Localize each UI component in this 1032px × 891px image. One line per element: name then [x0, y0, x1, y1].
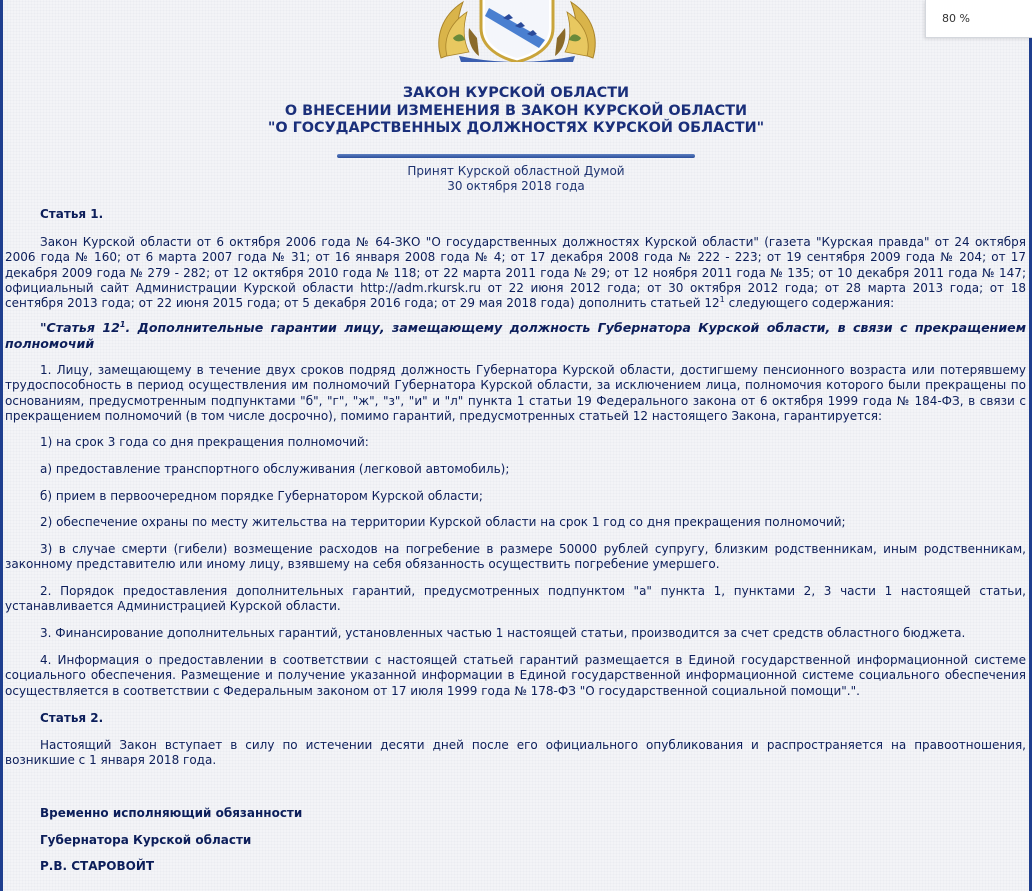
superscript: 1: [119, 319, 126, 329]
paragraph-1-3: [5, 542, 1026, 573]
article-2-text: [5, 738, 1026, 769]
paragraph-2: [5, 584, 1026, 615]
paragraph-1-b-text: б) прием в первоочередном порядке Губернатором Курской области;: [40, 489, 483, 503]
paragraph-4-text: 4. Информация о предоставлении в соответствии с настоящей статьей гарантий размещается в Единой государственной информационной системе социального обеспечения. Размещение и получение указанной информации в Единой государственной информационной системе социального обеспечения осуществляется в соответствии с Федеральным законом от 17 июля 1999 года № 178-ФЗ "О государственной социальной помощи".".: [5, 653, 1026, 698]
paragraph-1-3-text: 3) в случае смерти (гибели) возмещение расходов на погребение в размере 50000 рублей супругу, близким родственникам, иным родственникам, законному представителю или иному лицу, взявшему на себя обязанность осуществить погребение умершего.: [5, 542, 1026, 572]
paragraph-1-b: [5, 489, 1026, 504]
title-line-3: "О ГОСУДАРСТВЕННЫХ ДОЛЖНОСТЯХ КУРСКОЙ ОБЛАСТИ": [267, 120, 765, 136]
article-1-heading: Статья 1.: [40, 207, 104, 221]
article-1-intro: [5, 235, 1026, 311]
adopted-date: 30 октября 2018 года: [447, 179, 585, 193]
adoption-info: [0, 164, 1032, 194]
paragraph-4: [5, 653, 1026, 699]
title-line-2: О ВНЕСЕНИИ ИЗМЕНЕНИЯ В ЗАКОН КУРСКОЙ ОБЛАСТИ: [284, 102, 748, 119]
signature-name: Р.В. СТАРОВОЙТ: [40, 859, 155, 873]
zoom-indicator[interactable]: [925, 0, 1032, 38]
article-12-1-heading-start: "Статья 12: [40, 320, 120, 335]
title-divider: [337, 154, 695, 158]
paragraph-3: [5, 626, 1026, 641]
paragraph-1: [5, 363, 1026, 424]
article-2-heading: Статья 2.: [40, 711, 104, 725]
paragraph-1-1-text: 1) на срок 3 года со дня прекращения полномочий:: [40, 435, 369, 449]
article-1-intro-text: Закон Курской области от 6 октября 2006 года № 64-ЗКО "О государственных должностях Курской области" (газета "Курская правда" от 24 октября 2006 года № 160; от 6 марта 2007 года № 31; от 16 января 2008 года № 4; от 17 декабря 2008 года № 222 - 223; от 19 сентября 2009 года № 204; от 17 декабря 2009 года № 279 - 282; от 12 октября 2010 года № 118; от 22 марта 2011 года № 29; от 12 ноября 2011 года № 135; от 10 декабря 2011 года № 147; официальный сайт Администрации Курской области http://adm.rkursk.ru от 22 июня 2012 года; от 30 октября 2012 года; от 28 марта 2013 года; от 18 сентября 2013 года; от 22 июня 2015 года; от 5 декабря 2016 года; от 29 мая 2018 года) дополнить статьей 12: [5, 235, 1026, 311]
article-12-1-heading-rest: . Дополнительные гарантии лицу, замещающему должность Губернатора Курской области, в связи с прекращением полномочий: [5, 320, 1026, 351]
adopted-by: Принят Курской областной Думой: [407, 164, 625, 178]
signature-position-1: Временно исполняющий обязанности: [40, 806, 303, 820]
paragraph-3-text: 3. Финансирование дополнительных гарантий, установленных частью 1 настоящей статьи, производится за счет средств областного бюджета.: [40, 626, 966, 640]
paragraph-1-text: 1. Лицу, замещающему в течение двух сроков подряд должность Губернатора Курской области, достигшему пенсионного возраста или потерявшему трудоспособность в период осуществления им полномочий Губернатора Курской области, за исключением лица, полномочия которого были прекращены по основаниям, предусмотренным подпунктами "б", "г", "ж", "з", "и" и "л" пункта 1 статьи 19 Федерального закона от 6 октября 1999 года № 184-ФЗ, в связи с прекращением полномочий (в том числе досрочно), помимо гарантий, предусмотренных статьей 12 настоящего Закона, гарантируется:: [5, 363, 1026, 423]
paragraph-1-2: [5, 515, 1026, 530]
paragraph-1-a-text: а) предоставление транспортного обслуживания (легковой автомобиль);: [40, 462, 510, 476]
zoom-level-text: 80 %: [942, 12, 970, 25]
article-12-1-heading: [5, 320, 1026, 351]
paragraph-1-1: [5, 435, 1026, 450]
signature-position-2: Губернатора Курской области: [40, 833, 252, 847]
coat-of-arms-emblem: [433, 0, 601, 62]
article-1-intro-tail: следующего содержания:: [724, 296, 895, 311]
law-title: [0, 85, 1032, 138]
paragraph-1-2-text: 2) обеспечение охраны по месту жительства на территории Курской области на срок 1 год со дня прекращения полномочий;: [40, 515, 846, 529]
superscript: 1: [719, 295, 725, 305]
paragraph-1-a: [5, 462, 1026, 477]
article-2-paragraph: Настоящий Закон вступает в силу по истечении десяти дней после его официального опубликования и распространяется на правоотношения, возникшие с 1 января 2018 года.: [5, 738, 1026, 768]
paragraph-2-text: 2. Порядок предоставления дополнительных гарантий, предусмотренных подпунктом "а" пункта 1, пунктами 2, 3 части 1 настоящей статьи, устанавливается Администрацией Курской области.: [5, 584, 1026, 614]
title-line-1: ЗАКОН КУРСКОЙ ОБЛАСТИ: [402, 85, 630, 101]
